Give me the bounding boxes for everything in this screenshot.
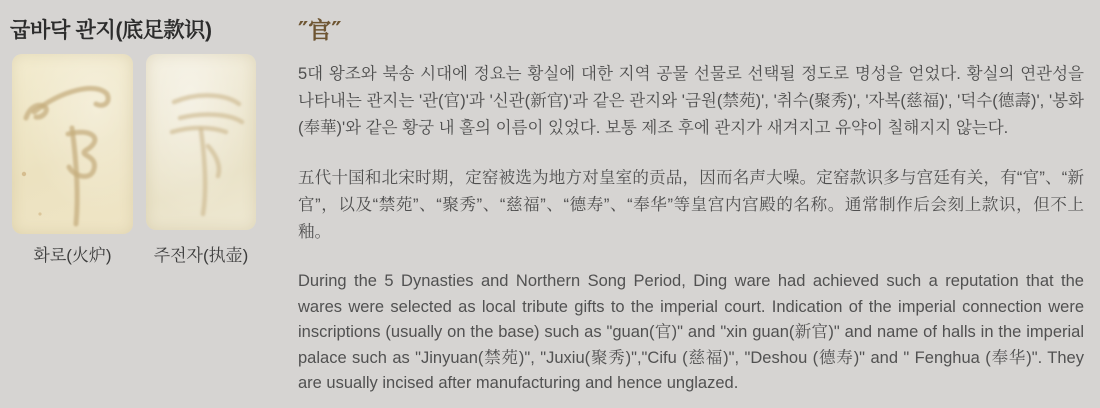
paragraph-english: During the 5 Dynasties and Northern Song Period, Ding ware had achieved such a reputation that the wares were selected as local tribute gifts to the imperial court. Indication of the imperial connection were inscriptions (usually on the base) such as "guan(官)" and "xin guan(新官)" and name of halls in the imperial palace such as "Jinyuan(禁苑)", "Juxiu(聚秀)","Cifu (慈福)", "Deshou (德寿)" and " Fenghua (奉华)". They are usually incised after manufacturing and hence unglazed. [298, 272, 1084, 392]
brazier-base-photo [12, 54, 133, 234]
photo-captions [8, 241, 276, 266]
page-title: 굽바닥 관지(底足款识) [10, 19, 212, 42]
paragraph-korean: 5대 왕조와 북송 시대에 정요는 황실에 대한 지역 공물 선물로 선택될 정도로 명성을 얻었다. 황실의 연관성을 나타내는 관지는 '관(官)'과 '신관(新官)'과 같은 관지와 '금원(禁苑)', '취수(聚秀)', '자복(慈福)', '덕수(德壽)', '봉화(奉華)'와 같은 황궁 내 홀의 이름이 있었다. 보통 제조 후에 관지가 새겨지고 유약이 칠해지지 않는다. [298, 65, 1084, 137]
incised-guan-mark-icon [146, 54, 256, 230]
paragraph-chinese: 五代十国和北宋时期，定窑被选为地方对皇室的贡品，因而名声大噪。定窑款识多与宫廷有关，有“官”、“新官”，以及“禁苑”、“聚秀”、“慈福”、“德寿”、“奉华”等皇宫内宫殿的名称。通常制作后会刻上款识，但不上釉。 [298, 169, 1084, 241]
left-panel [8, 8, 276, 408]
ewer-base-photo [146, 54, 256, 230]
incised-guan-mark-icon [12, 54, 133, 234]
caption-brazier: 화로(火炉) [33, 246, 112, 265]
article [276, 8, 1084, 408]
caption-ewer: 주전자(执壶) [153, 246, 249, 265]
section-heading-guan: ″官″ [298, 17, 342, 44]
photo-group [8, 54, 276, 234]
